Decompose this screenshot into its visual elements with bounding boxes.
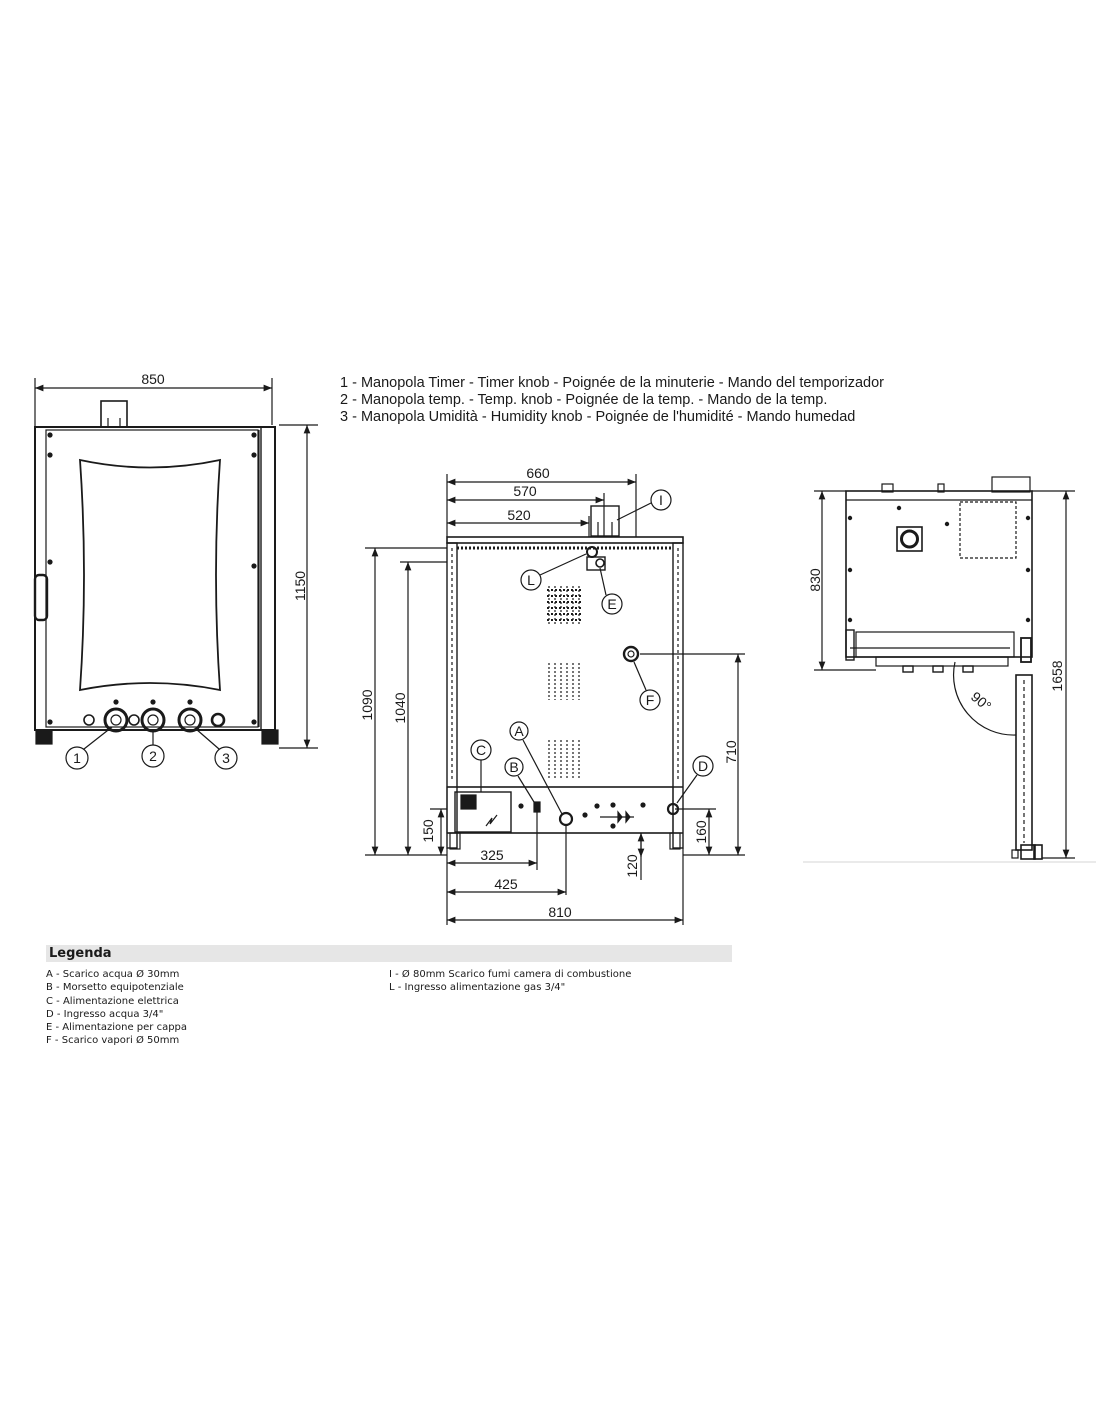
callout-2: 2 — [149, 748, 157, 764]
dim-425: 425 — [494, 876, 518, 892]
callout-1: 1 — [73, 750, 81, 766]
dim-150: 150 — [420, 819, 436, 843]
dim-160: 160 — [693, 820, 709, 844]
legend-item-B: B - Morsetto equipotenziale — [46, 982, 184, 994]
dim-850: 850 — [141, 371, 165, 387]
legend-title: Legenda — [46, 945, 732, 962]
legend-item-F: F - Scarico vapori Ø 50mm — [46, 1035, 180, 1047]
front-view — [35, 378, 318, 769]
callout-B: B — [509, 759, 519, 775]
rear-view — [365, 474, 745, 925]
knob-labels — [340, 375, 960, 426]
callout-D: D — [697, 758, 709, 774]
callout-3: 3 — [222, 750, 230, 766]
dim-325: 325 — [480, 847, 504, 863]
callout-F: F — [645, 692, 655, 708]
dim-1040: 1040 — [392, 692, 408, 724]
dim-570: 570 — [513, 483, 537, 499]
knob-label-2: 2 - Manopola temp. - Temp. knob - Poignée de la temp. - Mando de la temp. — [340, 392, 828, 408]
legend-item-L: L - Ingresso alimentazione gas 3/4" — [389, 982, 566, 994]
dim-1150: 1150 — [292, 570, 308, 602]
angle-90: 90° — [967, 688, 995, 715]
dim-120: 120 — [624, 854, 640, 878]
legend-item-I: I - Ø 80mm Scarico fumi camera di combustione — [389, 969, 632, 980]
dim-830: 830 — [807, 568, 823, 592]
legend-left-column — [46, 968, 389, 1048]
legend-item-E: E - Alimentazione per cappa — [46, 1022, 188, 1034]
dim-1658: 1658 — [1049, 660, 1065, 692]
knob-label-3: 3 - Manopola Umidità - Humidity knob - Poignée de l'humidité - Mando humedad — [340, 409, 856, 425]
dim-520: 520 — [507, 507, 531, 523]
callout-C: C — [475, 742, 487, 758]
legend-item-D: D - Ingresso acqua 3/4" — [46, 1008, 164, 1020]
legend-item-C: C - Alimentazione elettrica — [46, 995, 179, 1007]
legend-columns — [46, 968, 732, 1048]
legend-item-A: A - Scarico acqua Ø 30mm — [46, 969, 180, 980]
dim-710: 710 — [723, 740, 739, 764]
callout-E: E — [607, 596, 617, 612]
callout-I: I — [659, 492, 663, 508]
dim-1090: 1090 — [359, 689, 375, 721]
knob-label-1: 1 - Manopola Timer - Timer knob - Poignée de la minuterie - Mando del temporizador — [340, 375, 885, 391]
legend — [46, 945, 732, 1048]
dim-810: 810 — [548, 904, 572, 920]
callout-A: A — [514, 723, 524, 739]
legend-right-column — [389, 968, 732, 1048]
dim-660: 660 — [526, 465, 550, 481]
callout-L: L — [527, 572, 535, 588]
